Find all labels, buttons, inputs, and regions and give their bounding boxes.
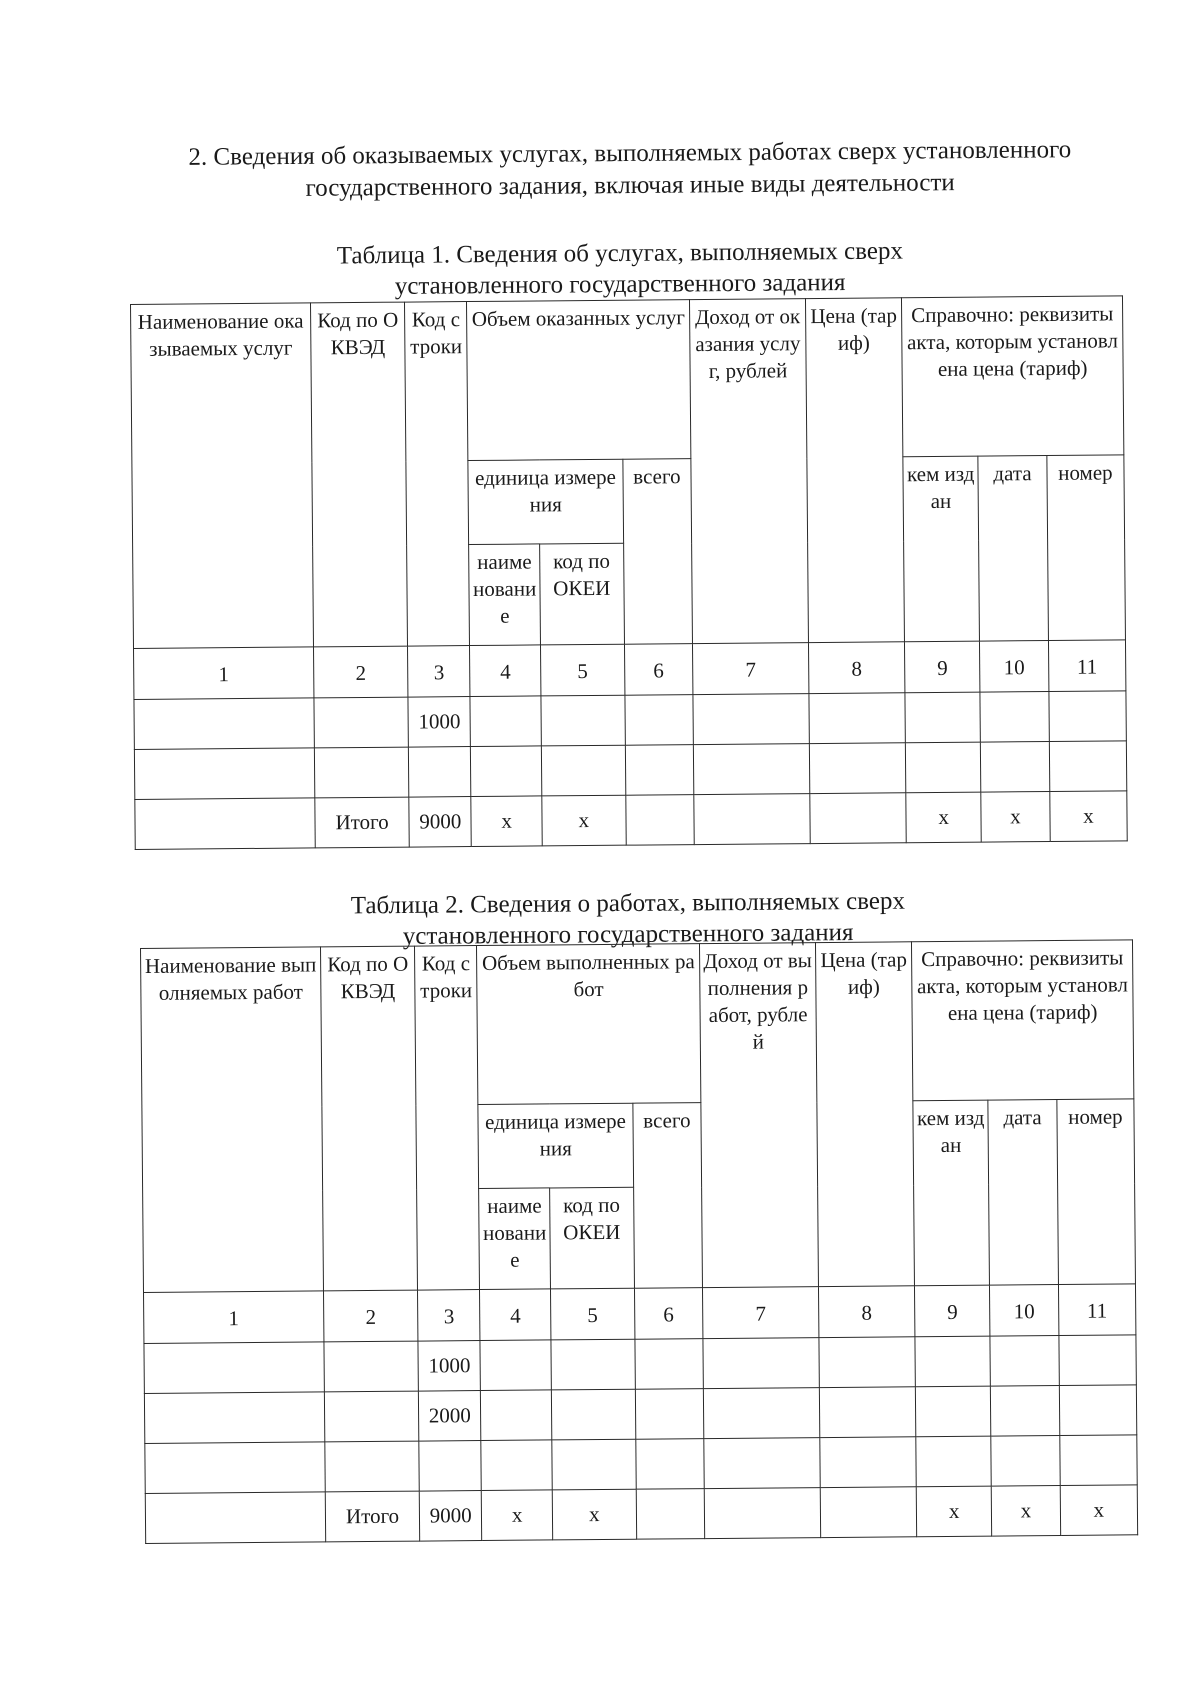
column-number: 4 bbox=[480, 1289, 551, 1341]
column-number: 9 bbox=[915, 1285, 990, 1337]
column-number: 1 bbox=[134, 647, 314, 700]
table-cell bbox=[481, 1440, 552, 1491]
column-number: 7 bbox=[693, 643, 809, 695]
header-service-name: Наименование оказываемых услуг bbox=[131, 303, 314, 649]
table-cell bbox=[704, 1388, 820, 1439]
table-cell bbox=[916, 1436, 991, 1487]
header-number: номер bbox=[1057, 1099, 1136, 1285]
table-cell bbox=[324, 1391, 419, 1442]
header-total: всего bbox=[632, 1103, 702, 1289]
header-reference: Справочно: реквизиты акта, которым установлена цена (тариф) bbox=[912, 940, 1134, 1101]
header-date: дата bbox=[978, 456, 1048, 642]
table-cell bbox=[809, 693, 906, 744]
table-cell bbox=[625, 745, 694, 796]
column-number: 10 bbox=[990, 1284, 1059, 1336]
table-cell bbox=[1059, 1335, 1137, 1386]
header-income: Доход от выполнения работ, рублей bbox=[700, 943, 819, 1288]
table1-caption-line2: установленного государственного задания bbox=[394, 269, 846, 300]
column-number: 11 bbox=[1058, 1284, 1136, 1336]
column-number: 11 bbox=[1048, 640, 1126, 692]
column-number: 6 bbox=[634, 1288, 703, 1340]
table-cell bbox=[820, 1487, 917, 1538]
table-cell bbox=[694, 794, 810, 845]
table-cell bbox=[419, 1441, 482, 1492]
table-cell bbox=[635, 1339, 704, 1390]
table-cell bbox=[1060, 1435, 1138, 1486]
services-table bbox=[130, 295, 1128, 850]
column-number: 10 bbox=[980, 640, 1049, 692]
table-cell bbox=[693, 744, 809, 795]
header-unit: единица измерения bbox=[478, 1103, 633, 1188]
table-cell bbox=[810, 793, 907, 844]
table-cell bbox=[991, 1435, 1060, 1486]
column-number-row bbox=[134, 640, 1126, 700]
total-row bbox=[145, 1485, 1137, 1544]
column-number: 6 bbox=[624, 644, 693, 696]
header-okei-code: код по ОКЕИ bbox=[550, 1187, 634, 1289]
table-cell bbox=[980, 691, 1049, 742]
table-cell bbox=[703, 1338, 819, 1389]
table-cell bbox=[144, 1342, 324, 1394]
column-number: 7 bbox=[703, 1287, 819, 1339]
table-row bbox=[145, 1435, 1137, 1494]
header-okved-code: Код по ОКВЭД bbox=[310, 302, 407, 647]
column-number: 4 bbox=[470, 645, 541, 697]
header-total: всего bbox=[622, 459, 692, 645]
header-okei-code: код по ОКЕИ bbox=[540, 543, 624, 645]
header-issued-by: кем издан bbox=[903, 456, 980, 642]
table-cell bbox=[636, 1489, 705, 1540]
table-cell bbox=[906, 742, 981, 793]
table-cell: х bbox=[1050, 791, 1128, 842]
table-cell: 1000 bbox=[408, 697, 471, 748]
table-cell: х bbox=[471, 796, 542, 847]
table-cell bbox=[325, 1441, 420, 1492]
table-cell: 1000 bbox=[418, 1341, 481, 1392]
table-cell bbox=[135, 798, 315, 850]
section-title: 2. Сведения об оказываемых услугах, выполняемых работах сверх установленного государственного задания, включая иные виды деятельности bbox=[188, 136, 1072, 202]
column-number: 5 bbox=[541, 644, 625, 696]
header-unit-name: наименование bbox=[479, 1188, 551, 1290]
table-cell bbox=[541, 695, 625, 746]
table-cell: х bbox=[981, 791, 1050, 842]
table-cell bbox=[625, 695, 694, 746]
table-cell bbox=[704, 1488, 820, 1539]
header-price: Цена (тариф) bbox=[815, 942, 914, 1287]
table-cell bbox=[1049, 741, 1127, 792]
table-cell bbox=[704, 1438, 820, 1489]
table-cell bbox=[981, 741, 1050, 792]
table-cell: х bbox=[906, 792, 981, 843]
header-date: дата bbox=[988, 1100, 1058, 1286]
table-cell bbox=[635, 1389, 704, 1440]
header-reference: Справочно: реквизиты акта, которым установлена цена (тариф) bbox=[902, 296, 1124, 457]
table-cell bbox=[409, 747, 472, 798]
table-cell bbox=[551, 1389, 635, 1440]
column-number: 3 bbox=[418, 1290, 481, 1342]
table-cell bbox=[470, 696, 541, 747]
table-row bbox=[144, 1385, 1136, 1444]
works-table bbox=[140, 939, 1138, 1544]
table-cell bbox=[471, 746, 542, 797]
table-cell: х bbox=[991, 1485, 1060, 1536]
table-cell bbox=[1059, 1385, 1137, 1436]
table2-caption-line1: Таблица 2. Сведения о работах, выполняемых сверх bbox=[350, 887, 906, 920]
table-cell: х bbox=[916, 1486, 991, 1537]
table-cell bbox=[916, 1386, 991, 1437]
table-cell bbox=[819, 1387, 916, 1438]
table-cell bbox=[480, 1340, 551, 1391]
table-row bbox=[134, 691, 1126, 750]
column-number: 3 bbox=[408, 646, 471, 698]
column-number: 2 bbox=[313, 646, 408, 698]
header-issued-by: кем издан bbox=[913, 1100, 990, 1286]
table-cell bbox=[990, 1335, 1059, 1386]
table-row bbox=[134, 741, 1126, 800]
table1-caption bbox=[120, 234, 1121, 305]
table-cell bbox=[552, 1439, 636, 1490]
header-price: Цена (тариф) bbox=[805, 298, 904, 643]
header-line-code: Код строки bbox=[405, 302, 470, 647]
header-number: номер bbox=[1047, 455, 1126, 641]
table-cell: х bbox=[552, 1489, 636, 1540]
table-cell bbox=[635, 1439, 704, 1490]
total-label: Итого bbox=[315, 797, 410, 848]
table-cell bbox=[144, 1392, 324, 1444]
table2-caption-line2: установленного государственного задания bbox=[402, 919, 854, 950]
table-cell bbox=[809, 743, 906, 794]
table-cell bbox=[481, 1390, 552, 1441]
table-cell bbox=[134, 698, 314, 750]
column-number-row bbox=[144, 1284, 1136, 1344]
total-line-code: 9000 bbox=[419, 1491, 482, 1542]
table-cell bbox=[145, 1442, 325, 1494]
header-unit: единица измерения bbox=[468, 459, 623, 544]
table-cell bbox=[324, 1341, 419, 1392]
table-cell bbox=[819, 1337, 916, 1388]
table-cell: х bbox=[482, 1490, 553, 1541]
table-row bbox=[144, 1335, 1136, 1394]
column-number: 1 bbox=[144, 1291, 324, 1344]
header-work-name: Наименование выполняемых работ bbox=[141, 947, 324, 1293]
table-cell bbox=[915, 1336, 990, 1387]
total-line-code: 9000 bbox=[409, 797, 472, 848]
column-number: 9 bbox=[905, 641, 980, 693]
table-cell: 2000 bbox=[419, 1391, 482, 1442]
column-number: 5 bbox=[551, 1288, 635, 1340]
table-cell bbox=[991, 1385, 1060, 1436]
table-cell bbox=[134, 748, 314, 800]
header-income: Доход от оказания услуг, рублей bbox=[690, 299, 809, 644]
table-cell bbox=[145, 1492, 325, 1544]
table-cell bbox=[541, 745, 625, 796]
table-cell bbox=[625, 795, 694, 846]
total-label: Итого bbox=[325, 1491, 420, 1542]
column-number: 2 bbox=[323, 1290, 418, 1342]
table-cell: х bbox=[1060, 1485, 1138, 1536]
table-cell bbox=[1049, 691, 1127, 742]
column-number: 8 bbox=[818, 1286, 915, 1338]
table1-caption-line1: Таблица 1. Сведения об услугах, выполняемых сверх bbox=[336, 237, 904, 270]
header-okved-code: Код по ОКВЭД bbox=[320, 946, 417, 1291]
header-volume: Объем оказанных услуг bbox=[467, 300, 691, 461]
table-cell bbox=[314, 747, 409, 798]
table-cell bbox=[905, 692, 980, 743]
total-row bbox=[135, 791, 1127, 850]
header-line-code: Код строки bbox=[415, 946, 480, 1291]
table-cell bbox=[820, 1437, 917, 1488]
table-cell bbox=[314, 697, 409, 748]
header-volume: Объем выполненных работ bbox=[477, 944, 701, 1105]
table-cell: х bbox=[542, 795, 626, 846]
table-cell bbox=[551, 1339, 635, 1390]
column-number: 8 bbox=[808, 642, 905, 694]
header-unit-name: наименование bbox=[469, 544, 541, 646]
table-cell bbox=[693, 694, 809, 745]
